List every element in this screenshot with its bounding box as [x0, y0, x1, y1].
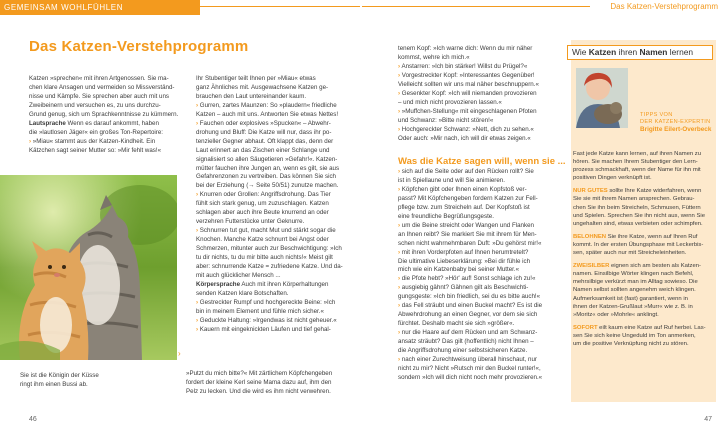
tips-title-part: ihren [616, 47, 640, 57]
tip-keyword: NUR GUTES [573, 188, 608, 195]
page-number-right: 47 [704, 416, 712, 423]
text-line: Abwehrdrohung an einen Gegner, vor dem sie sich [398, 311, 538, 319]
text-line: › Köpfchen gibt oder Ihnen einen Kopfstoß ver- [398, 185, 527, 193]
text-line: Katzen »sprechen« mit ihren Artgenossen. Sie ma- [29, 75, 169, 82]
tip-text: eignen sich am besten als Katzen- [609, 263, 702, 270]
tip-line [573, 233, 713, 241]
tip-keyword: SOFORT [573, 324, 598, 331]
expert-portrait-illustration [576, 68, 628, 128]
header-rule-left [200, 6, 360, 7]
text-line: verzehren Futterstücke unter Geknurre. [196, 218, 305, 226]
tips-title-keyword: Namen [639, 47, 668, 57]
text-line: brauchen den Laut untereinander kaum. [196, 92, 307, 100]
tip-text: und Spielen. Sprechen Sie ihn nicht aus, wenn Sie [573, 212, 705, 219]
text-line: › Anstarren: »Ich bin stärker! Willst du Prügel?« [398, 62, 528, 70]
tip-line [573, 278, 713, 286]
tip-line [573, 195, 713, 203]
section-header-bar [0, 0, 200, 15]
tip-line [573, 187, 713, 195]
text-line: Zweibeinern und versuchen es, zu uns durchzu- [29, 101, 161, 109]
text-line: schlagen aber auch ihre Beute knurrend an oder [196, 209, 329, 217]
text-line: › mit ihren Vorderpfoten auf Ihnen herumtretelt? [398, 248, 529, 256]
text-line: an Ihnen reibt? Sie markiert Sie mit ihrem für Men- [398, 230, 537, 238]
text-line: und Schwanz: »Bitte nicht stören!« [398, 116, 494, 124]
text-line: Oder auch: »Mir nach, ich will dir etwas zeigen.« [398, 134, 531, 142]
text-line: › Knurren oder Grollen: Angriffsdrohung. Das Tier [196, 191, 331, 199]
text-line: Schmerzen, mitunter auch zur Beschwichtigung: »Ich [196, 245, 342, 253]
tips-intro-line: Fast jede Katze kann lernen, auf ihren Namen zu [573, 151, 702, 157]
text-line: Kätzchen sagt seiner Mutter so: »Mir fehlt was!« [29, 146, 162, 154]
header-rule-right [362, 6, 590, 7]
text-line: › ausgiebig gähnt? Gähnen gilt als Beschwichti- [398, 284, 529, 292]
text-line: › nach einer Zurechtweisung überall hinschaut, nur [398, 356, 537, 364]
tip-line [573, 303, 713, 311]
text-line: gungsgeste: »Ich bin friedlich, sei du es bitte auch!« [398, 293, 541, 301]
text-line: – und mich nicht provozieren lassen.« [398, 98, 502, 106]
caption-arrow-icon: › [178, 349, 181, 358]
expert-label-line: TIPPS VON [640, 112, 673, 118]
tips-intro-line: positiven Dingen verknüpft ist. [573, 175, 652, 182]
tip-text: namen. Einsilbige Wörter klingen nach Befehl, [573, 271, 694, 278]
tip-line [573, 241, 713, 249]
text-line: Pelz zu lecken. Und die wird es ihm nicht verwehren. [186, 387, 331, 395]
tips-intro-line: hören. Sie machen Ihrem Stubentiger den Lern- [573, 159, 698, 166]
expert-label [640, 112, 710, 126]
text-line: Lautsprache Wenn es darauf ankommt, haben [29, 119, 159, 127]
text-line: Sie ist die Königin der Küsse [20, 372, 99, 379]
photo-description [186, 370, 366, 397]
text-line: › Gestreckter Rumpf und hochgereckte Beine: »Ich [196, 298, 336, 306]
text-line: pflege bzw. zum Streicheln auf. Der Kopfstoß ist [398, 203, 530, 211]
text-line: mich wie ein Katzenbaby bei seiner Mutter.« [398, 266, 520, 274]
text-line: bin in meinem Element und fühle mich sicher.« [196, 307, 324, 315]
text-line: tenem Kopf: »Ich warne dich: Wenn du mir näher [398, 45, 533, 52]
text-line: › das Fell sträubt und einen Buckel macht? Es ist die [398, 302, 543, 310]
tip-text: sen Sie sich keine Ungeduld im Ton anmerken, [573, 332, 696, 339]
tip-text: Namen selbst sollten angenehm weich klingen. [573, 287, 696, 294]
tip-text: »Moritz« oder »Mohrle« anklingt. [573, 311, 659, 318]
text-line: › die Pfote hebt? »Hör' auf! Sonst schlage ich zu!« [398, 275, 536, 283]
tip-text: sollte Ihre Katze widerfahren, wenn [607, 188, 702, 195]
text-line: die »lautlosen Jäger« ein großes Ton-Repertoire: [29, 128, 164, 136]
page-title: Das Katzen-Verstehprogramm [29, 38, 249, 55]
text-line: › Schnurren tut gut, macht Mut und stärkt sogar die [196, 227, 336, 235]
tip-line [573, 204, 713, 212]
text-line: Vielleicht sollten wir uns mal näher beschnuppern.« [398, 80, 539, 88]
tip-text: chen Sie ihn beim Streicheln, Schmusen, Füttern [573, 204, 701, 211]
text-line: Körpersprache Auch mit ihren Körperhaltungen [196, 280, 329, 288]
text-column-3-list [398, 168, 566, 383]
text-line: fühlt sich stark genug, um zuzuschlagen. Katzen [196, 200, 329, 208]
text-column-2 [196, 75, 361, 335]
tip-line [573, 262, 713, 270]
tip-text: Aufmerksamkeit ist (fast) garantiert, wenn in [573, 295, 688, 302]
text-line: ganz Ähnliches mit. Ausgewachsene Katzen ge- [196, 83, 329, 91]
tip-line [573, 220, 713, 228]
tips-title-part: lernen [667, 47, 694, 57]
text-line: › Hochgereckter Schwanz: »Nett, dich zu sehen.« [398, 125, 534, 133]
expert-label-line: DER KATZEN-EXPERTIN [640, 119, 711, 125]
tip-text: Sie ihre Katze, wenn auf Ihren Ruf [606, 233, 698, 240]
tip-text: mehrsilbige verkürzt man im Alltag sowieso. Die [573, 279, 698, 286]
text-line: Ihr Stubentiger teilt Ihnen per »Miau« etwas [196, 75, 316, 82]
text-line: › »Miau« stammt aus der Katzen-Kindheit. Ein [29, 137, 156, 145]
text-line: fordert der kleine Kerl seine Mama dazu auf, ihm den [186, 378, 332, 386]
text-line: Knochen. Manche Katze schnurrt bei Angst oder [196, 236, 329, 244]
text-line: ringt ihm einen Bussi ab. [20, 380, 88, 388]
tips-title [572, 47, 693, 57]
text-line: eine freundliche Begrüßungsgeste. [398, 212, 494, 220]
tip-keyword: ZWEISILBER [573, 263, 610, 270]
tips-intro-line: prozess schmackhaft, wenn der Name für ihn mit [573, 167, 701, 174]
tips-title-keyword: Katzen [588, 47, 617, 57]
text-line: die Angriffsdrohung einer selbstsicheren Katze. [398, 347, 528, 355]
running-title: Das Katzen-Verstehprogramm [610, 2, 718, 11]
text-line: › »Muffchen-Stellung« mit eingeschlagenen Pfoten [398, 107, 537, 115]
photo-caption [20, 372, 99, 390]
text-line: › nur die Haare auf dem Rücken und am Schwanz- [398, 329, 538, 337]
text-line: nicht zu mir? Nicht »Rutsch mir den Buckel runter!«, [398, 364, 541, 372]
tip-line [573, 249, 713, 257]
text-line: senden Katzen klare Botschaften. [196, 289, 289, 297]
text-line: Grund genug, sich um Sprachkenntnisse zu kümmern. [29, 110, 179, 118]
section-subheading: Was die Katze sagen will, wenn sie ... [398, 156, 566, 167]
tip-line [573, 212, 713, 220]
text-line: › Vorgestreckter Kopf: »Interessantes Gegenüber! [398, 71, 535, 79]
tip-line [573, 340, 713, 348]
tips-text [573, 150, 713, 348]
tip-text: eilt kaum eine Katze auf Ruf herbei. Las- [597, 324, 706, 331]
text-line: › Gurren, zartes Maunzen: So »plaudern« friedliche [196, 101, 337, 109]
tip-text: Sie sie mit ihrem Namen ansprechen. Gebrau- [573, 196, 695, 203]
tip-line [573, 295, 713, 303]
text-line: › Fauchen oder explosives »Spucken« – Abwehr- [196, 119, 331, 127]
text-line: chen klare Ansagen und vermeiden so Missverständ- [29, 83, 175, 91]
text-line: › sich auf die Seite oder auf den Rücken rollt? Sie [398, 168, 534, 175]
text-line: Katzen – auch mit uns. Antworten Sie etwas Nettes! [196, 110, 339, 118]
text-line: sondern »Ich will dich nicht noch mehr provozieren.« [398, 373, 543, 381]
tip-line [573, 332, 713, 340]
text-line: › Gesenkter Kopf: »Ich will niemanden provozieren [398, 89, 537, 97]
text-line: passt? Mit Köpfchengeben fordern Katzen zur Fell- [398, 194, 538, 202]
text-line: fürchtet. Deshalb macht sie sich »größer«. [398, 320, 515, 328]
text-line: › Kauern mit eingeknickten Läufen und tief gehal- [196, 325, 331, 333]
section-label: GEMEINSAM WOHLFÜHLEN [4, 3, 124, 12]
expert-portrait [576, 68, 628, 128]
text-line: mit auch glücklicher Mensch ... [196, 271, 281, 279]
cats-photo-illustration [0, 175, 177, 360]
text-line: › Geduckte Haltung: »Irgendwas ist nicht geheuer.« [196, 316, 337, 324]
text-line: ist in Spiellaune und will Sie animieren. [398, 176, 505, 184]
text-line: Gefahrenzonen zu vertreiben. Das können Sie sich [196, 173, 336, 181]
text-line: kommst, wehre ich mich.« [398, 53, 470, 61]
tip-keyword: BELOHNEN [573, 233, 607, 240]
text-line: Die ultimative Liebeserklärung: »Bei dir fühle ich [398, 257, 531, 265]
text-line: › um die Beine streicht oder Wangen und Flanken [398, 221, 534, 229]
tip-text: ihnen der Katzen-Grußlaut »Murr« wie z. B. in [573, 303, 693, 310]
tip-line [573, 270, 713, 278]
tip-text: um die positive Verknüpfung nicht zu stören. [573, 340, 689, 347]
cats-photo [0, 175, 177, 360]
tip-text: kommt. In der ersten Übungsphase mit Leckerbis- [573, 241, 704, 248]
text-line: Laut erinnert an das Zischen einer Schlange und [196, 146, 330, 154]
text-line: aber: schnurrende Katze = zufriedene Katze. Und da- [196, 263, 343, 271]
tip-text: ungehalten sind, etwas verbieten oder schimpfen. [573, 220, 703, 227]
tip-line [573, 286, 713, 294]
text-line: »Putzt du mich bitte?« Mit zärtlichem Köpfchengeben [186, 370, 333, 377]
text-column-3 [398, 45, 566, 143]
tips-title-part: Wie [572, 47, 589, 57]
text-line: schen nicht wahrnehmbaren Duft: »Du gehörst mir!« [398, 239, 542, 247]
tip-line [573, 311, 713, 319]
text-line: signalisiert so allen Säugetieren »Gefahr!«. Katzen- [196, 155, 338, 163]
text-column-1 [29, 75, 179, 156]
text-line: nisse und Kämpfe. Sie sprechen aber auch mit uns [29, 92, 169, 100]
text-line: tu dir nichts, tu du mir bitte auch nichts!« Meist gilt [196, 254, 333, 262]
tip-line [573, 324, 713, 332]
text-line: ansatz sträubt? Das gilt (hoffentlich) nicht Ihnen – [398, 338, 534, 346]
text-line: drohung und Bluff: Die Katze will nur, dass ihr po- [196, 128, 332, 136]
page-number-left: 46 [29, 416, 37, 423]
text-line: tenzieller Gegner abhaut. Oft klappt das, denn der [196, 137, 334, 145]
text-line: mütter fauchen ihre Jungen an, wenn es gilt, sie aus [196, 164, 340, 172]
text-line: bei der Erziehung (→ Seite 50/51) zunutze machen. [196, 182, 339, 190]
expert-name: Brigitte Eilert-Overbeck [640, 126, 712, 133]
tip-text: sen, später auch nur mit Streicheleinheiten. [573, 250, 687, 257]
